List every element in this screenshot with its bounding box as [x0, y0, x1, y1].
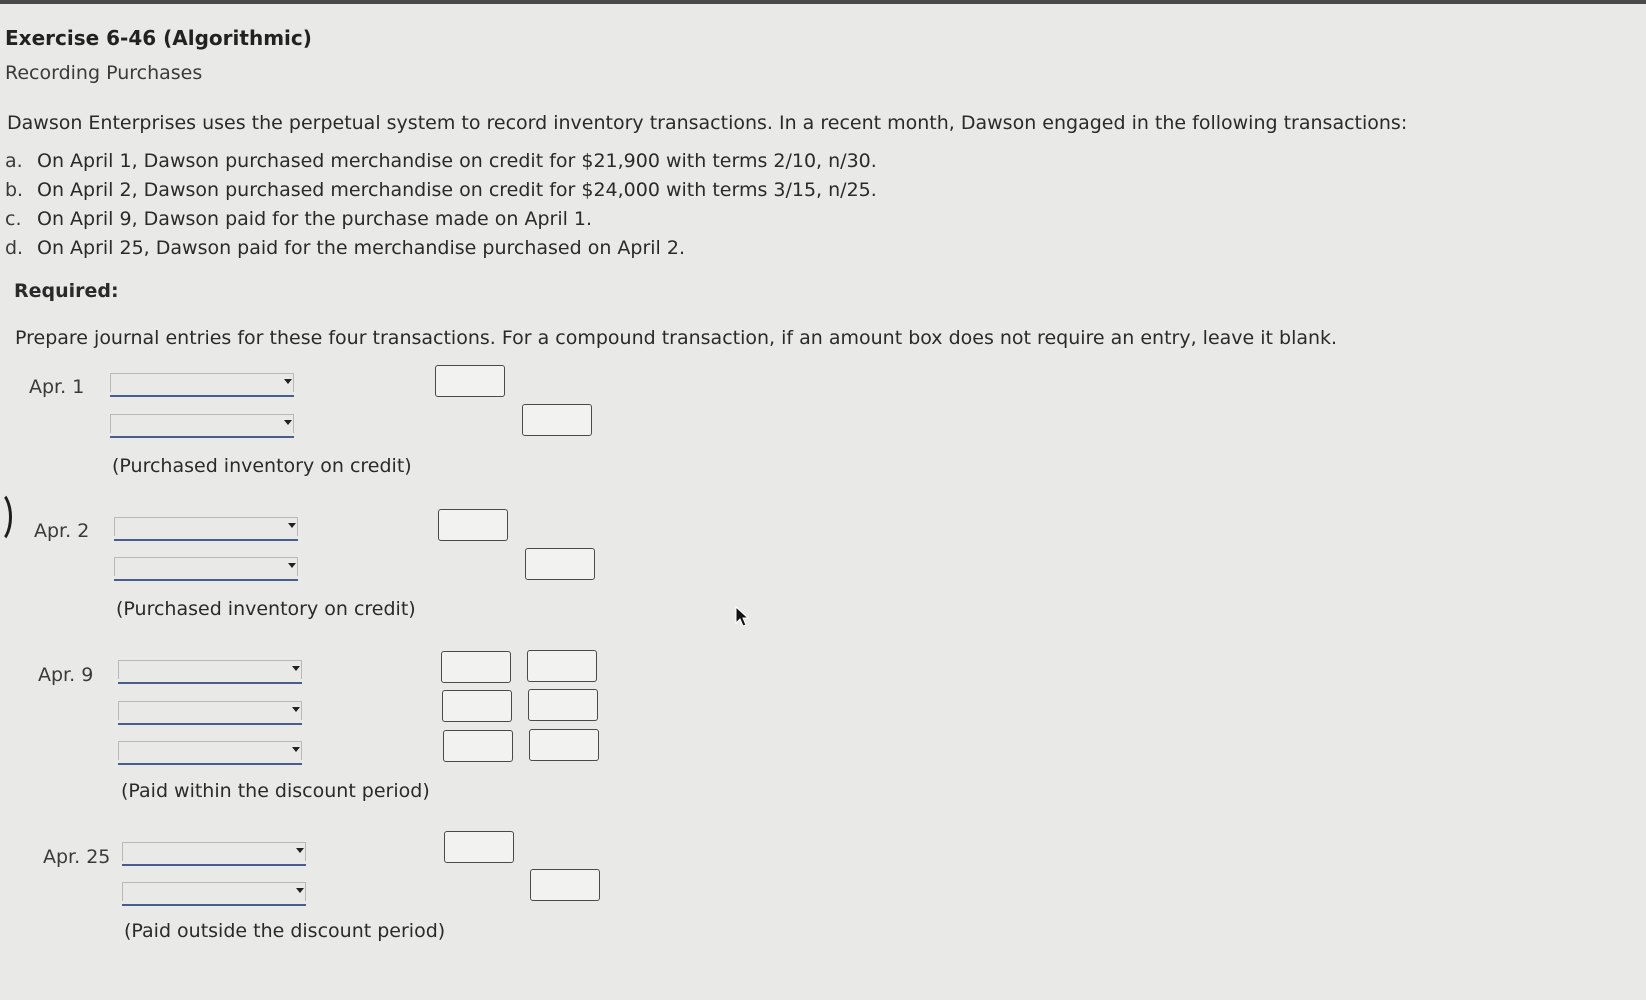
- debit-amount-input[interactable]: [443, 730, 513, 762]
- entry-date-apr-25: Apr. 25: [43, 846, 111, 868]
- credit-amount-input[interactable]: [527, 650, 597, 682]
- credit-amount-input[interactable]: [528, 689, 598, 721]
- entry-memo: (Purchased inventory on credit): [116, 598, 416, 620]
- chevron-down-icon: [284, 379, 292, 384]
- entry-date-apr-1: Apr. 1: [29, 376, 85, 398]
- list-item-text: On April 25, Dawson paid for the merchandise purchased on April 2.: [37, 237, 685, 259]
- list-item-text: On April 1, Dawson purchased merchandise on credit for $21,900 with terms 2/10, n/30.: [37, 150, 877, 172]
- account-select-debit[interactable]: [110, 373, 294, 397]
- exercise-intro: Dawson Enterprises uses the perpetual system to record inventory transactions. In a recent month, Dawson engaged in the following transactions:: [7, 112, 1408, 134]
- list-item-text: On April 2, Dawson purchased merchandise on credit for $24,000 with terms 3/15, n/25.: [37, 179, 877, 201]
- left-edge-arc: [0, 490, 12, 544]
- credit-amount-input[interactable]: [530, 869, 600, 901]
- account-select-credit[interactable]: [118, 701, 302, 725]
- instructions: Prepare journal entries for these four transactions. For a compound transaction, if an amount box does not require an entry, leave it blank.: [15, 327, 1338, 349]
- list-item: [5, 208, 877, 237]
- chevron-down-icon: [288, 523, 296, 528]
- credit-amount-input[interactable]: [525, 548, 595, 580]
- list-item-text: On April 9, Dawson paid for the purchase made on April 1.: [37, 208, 593, 230]
- entry-memo: (Purchased inventory on credit): [112, 455, 412, 477]
- transaction-list: [5, 150, 877, 266]
- list-item: [5, 179, 877, 208]
- entry-memo: (Paid outside the discount period): [124, 920, 446, 942]
- list-item-letter: a.: [5, 150, 23, 172]
- chevron-down-icon: [292, 747, 300, 752]
- chevron-down-icon: [292, 707, 300, 712]
- account-select-debit[interactable]: [114, 517, 298, 541]
- credit-amount-input[interactable]: [529, 729, 599, 761]
- required-heading: Required:: [14, 280, 119, 302]
- chevron-down-icon: [296, 848, 304, 853]
- mouse-pointer-icon: [735, 606, 749, 628]
- debit-amount-input[interactable]: [438, 509, 508, 541]
- account-select-debit[interactable]: [122, 842, 306, 866]
- list-item-letter: b.: [5, 179, 24, 201]
- account-select-credit[interactable]: [122, 882, 306, 906]
- list-item: [5, 237, 877, 266]
- account-select-credit[interactable]: [110, 414, 294, 438]
- list-item: [5, 150, 877, 179]
- list-item-letter: d.: [5, 237, 24, 259]
- list-item-letter: c.: [5, 208, 22, 230]
- account-select-debit[interactable]: [118, 660, 302, 684]
- chevron-down-icon: [284, 420, 292, 425]
- debit-amount-input[interactable]: [444, 831, 514, 863]
- exercise-title: Exercise 6-46 (Algorithmic): [5, 26, 312, 50]
- chevron-down-icon: [292, 666, 300, 671]
- account-select-credit[interactable]: [114, 557, 298, 581]
- debit-amount-input[interactable]: [442, 690, 512, 722]
- debit-amount-input[interactable]: [441, 651, 511, 683]
- debit-amount-input[interactable]: [435, 365, 505, 397]
- credit-amount-input[interactable]: [522, 404, 592, 436]
- exercise-subtitle: Recording Purchases: [5, 62, 203, 84]
- entry-date-apr-2: Apr. 2: [34, 520, 90, 542]
- chevron-down-icon: [296, 888, 304, 893]
- top-bar: [0, 0, 1646, 4]
- entry-date-apr-9: Apr. 9: [38, 664, 94, 686]
- chevron-down-icon: [288, 563, 296, 568]
- account-select-credit[interactable]: [118, 741, 302, 765]
- entry-memo: (Paid within the discount period): [121, 780, 430, 802]
